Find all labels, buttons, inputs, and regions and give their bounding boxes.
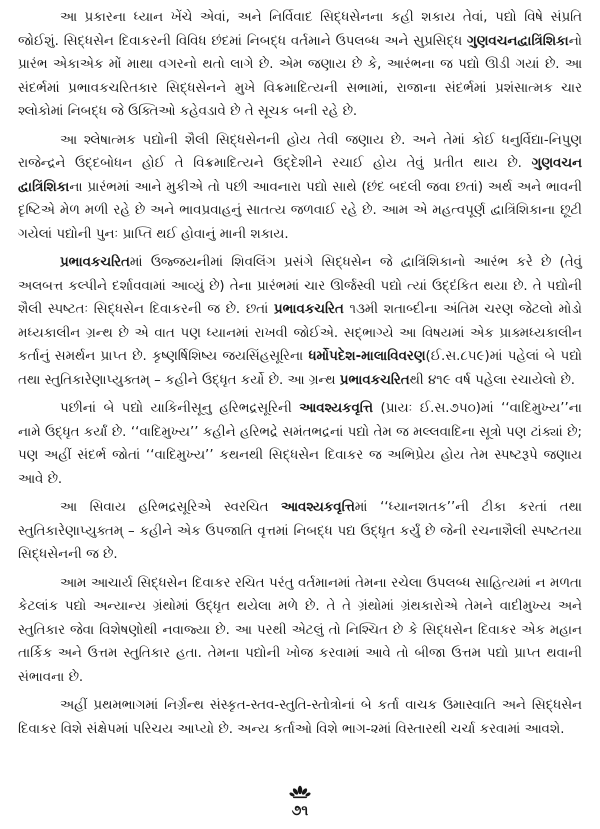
paragraph-text: આ પ્રકારના ધ્યાન ખેંચે એવાં, અને નિર્વિવાદ સિદ્ધસેનના કહી શકાય તેવાં, પદ્યો વિષે સંપ્રતિ જોઈશું. સિદ્ધસેન દિવાકરની વિવિધ છંદમાં નિબદ્ધ વર્તમાને ઉપલબ્ધ અને સુપ્રસિદ્ધ — [18, 10, 582, 49]
paragraph — [18, 496, 582, 567]
paragraph — [18, 251, 582, 392]
paragraph-text: (ઈ.સ.૮૫૯)માં પહેલાં બે પદ્યો તથા સ્તુતિકારેણાપ્યુક્તમ્ – કહીને ઉદ્ધૃત કર્યો છે. આ ગ્રન્થ — [18, 349, 583, 388]
bold-title-text: પ્રભાવકચરિત — [273, 302, 344, 317]
bold-title-text: ગુણવચન દ્વાત્રિંશિકા — [18, 156, 582, 195]
paragraph-text: આ સિવાય હરિભદ્રસૂરિએ સ્વરચિત — [60, 500, 282, 515]
paragraph-text: આમ આચાર્ય સિદ્ધસેન દિવાકર રચિત પરંતુ વર્તમાનમાં તેમના રચેલા ઉપલબ્ધ સાહિત્યમાં ન મળતા કેટલાંક પદ્યો અન્યાન્ય ગ્રંથોમાં ઉદ્ધૃત થયેલા મળે છે. તે તે ગ્રંથોમાં ગ્રંથકારોએ તેમને વાદીમુખ્ય અને સ્તુતિકાર જેવા વિશેષણોથી નવાજ્યા છે. આ પરથી એટલું તો નિશ્ચિત છે કે સિદ્ધસેન દિવાકર એક મહાન તાર્કિક અને ઉત્તમ સ્તુતિકાર હતા. તેમના પદ્યોની ખોજ કરવામાં આવે તો બીજા ઉત્તમ પદ્યો પ્રાપ્ત થવાની સંભાવના છે. — [18, 575, 582, 685]
document-page — [18, 6, 582, 821]
paragraph-text: ૧૩મી શતાબ્દીના અંતિમ ચરણ જેટલો મોડો મધ્યકાલીન ગ્રન્થ છે એ વાત પણ ધ્યાનમાં રાખવી જોઈએ. સદ્ભાગ્યે આ વિષયમાં એક પ્રાક્મધ્યકાલીન કર્તાનું સમર્થન પ્રાપ્ત છે. કૃષ્ણર્ષિશિષ્ય જયસિંહસૂરિના — [18, 302, 582, 364]
bold-title-text: આવશ્યકવૃત્તિ — [299, 401, 374, 416]
bold-title-text: ગુણવચનદ્વાત્રિંશિકા — [466, 33, 569, 49]
paragraph — [18, 572, 582, 690]
bold-title-text: ધર્મોપદેશ-માલાવિવરણ — [308, 349, 426, 364]
paragraph-text: પછીનાં બે પદ્યો યાકિનીસૂનુ હરિભદ્રસૂરિની — [60, 401, 300, 416]
paragraph-text: થી ૪૧૯ વર્ષ પહેલા રચાયેલો છે. — [409, 372, 576, 388]
paragraph-text: ના પ્રારંભમાં આને મુકીએ તો પછી આવનારા પદ્યો સાથે (છંદ બદલી જવા છતાં) અર્થ અને ભાવની દૃષ્ટિએ મેળ મળી રહે છે અને ભાવપ્રવાહનું સાતત્ય જળવાઈ રહે છે. આમ એ મહત્વપૂર્ણ દ્વાત્રિંશિકાના છૂટી ગયેલાં પદ્યોની પુનઃ પ્રાપ્તિ થઈ હોવાનું માની શકાય. — [18, 179, 582, 242]
page-number: ૭૧ — [291, 803, 309, 819]
bold-title-text: પ્રભાવકચરિત — [339, 372, 410, 388]
paragraph-text: આ શ્લેષાત્મક પદ્યોની શૈલી સિદ્ધસેનની હોય તેવી જણાય છે. અને તેમાં કોઈ ધનુર્વિદ્યા-નિપુણ રાજેન્દ્રને ઉદ્દબોધન હોઈ તે વિક્રમાદિત્યને ઉદ્દેશીને રચાઈ હોય તેવું પ્રતીત થાય છે. — [18, 132, 582, 171]
bold-title-text: આવશ્યકવૃત્તિ — [281, 500, 355, 515]
body-text — [18, 6, 582, 741]
paragraph — [18, 397, 582, 491]
paragraph-text: અહીં પ્રથમભાગમાં નિર્ગ્રન્થ સંસ્કૃત-સ્તવ-સ્તુતિ-સ્તોત્રોનાં બે કર્તા વાચક ઉમાસ્વાતિ અને સિદ્ધસેન દિવાકર વિશે સંક્ષેપમાં પરિચય આપ્યો છે. અન્ય કર્તાઓ વિશે ભાગ-૨માં વિસ્તારથી ચર્ચા કરવામાં આવશે. — [18, 698, 582, 737]
paragraph — [18, 129, 582, 247]
paragraph-text: નો પ્રારંભ એકાએક મોં માથા વગરનો થતો લાગે છે. એમ જણાય છે કે, આરંભના જ પદ્યો ઊડી ગયાં છે. આ સંદર્ભમાં પ્રભાવકચરિતકાર સિદ્ધસેનને મુખે વિક્રમાદિત્યની સભામાં, રાજાના સંદર્ભમાં પ્રશંસાત્મક ચાર શ્લોકોમાં નિબદ્ધ જે ઉક્તિઓ કહેવડાવે છે તે સૂચક બની રહે છે. — [18, 33, 582, 119]
paragraph-text: માં ‘‘ધ્યાનશતક’’ની ટીકા કરતાં તથા સ્તુતિકારેણાપ્યુક્તમ્ – કહીને એક ઉપજાતિ વૃત્તમાં નિબદ્ધ પદ્ય ઉદ્ધૃત કર્યું છે જેની રચનાશૈલી સ્પષ્ટતયા સિદ્ધસેનની જ છે. — [18, 500, 582, 562]
paragraph — [18, 694, 582, 741]
paragraph-text: માં ઉજ્જયનીમાં શિવલિંગ પ્રસંગે સિદ્ધસેન જે દ્વાત્રિંશિકાનો આરંભ કરે છે (તેવું અલબત્ત કલ્પીને દર્શાવવામાં આવ્યું છે) તેના પ્રારંભમાં ચાર ઊર્જસ્વી પદ્યો ત્યાં ઉદ્દંકિત થયા છે. તે પદ્યોની શૈલી સ્પષ્ટતઃ સિદ્ધસેન દિવાકરની જ છે. છતાં — [18, 255, 582, 317]
paragraph — [18, 6, 582, 124]
paragraph-text: (પ્રાયઃ ઈ.સ.૭૫૦)માં ‘‘વાદિમુખ્ય’’ના નામે ઉદ્ધૃત કર્યાં છે. ‘‘વાદિમુખ્ય’’ કહીને હરિભદ્રે સમંતભદ્રનાં પદ્યો તેમ જ મલ્લવાદિના સૂત્રો પણ ટાંક્યાં છે; પણ અહીં સંદર્ભ જોતાં ‘‘વાદિમુખ્ય’’ કથનથી સિદ્ધસેન દિવાકર જ અભિપ્રેય હોય તેમ સ્પષ્ટરૂપે જણાય આવે છે. — [18, 401, 582, 487]
bold-title-text: પ્રભાવકચરિત — [60, 255, 130, 270]
